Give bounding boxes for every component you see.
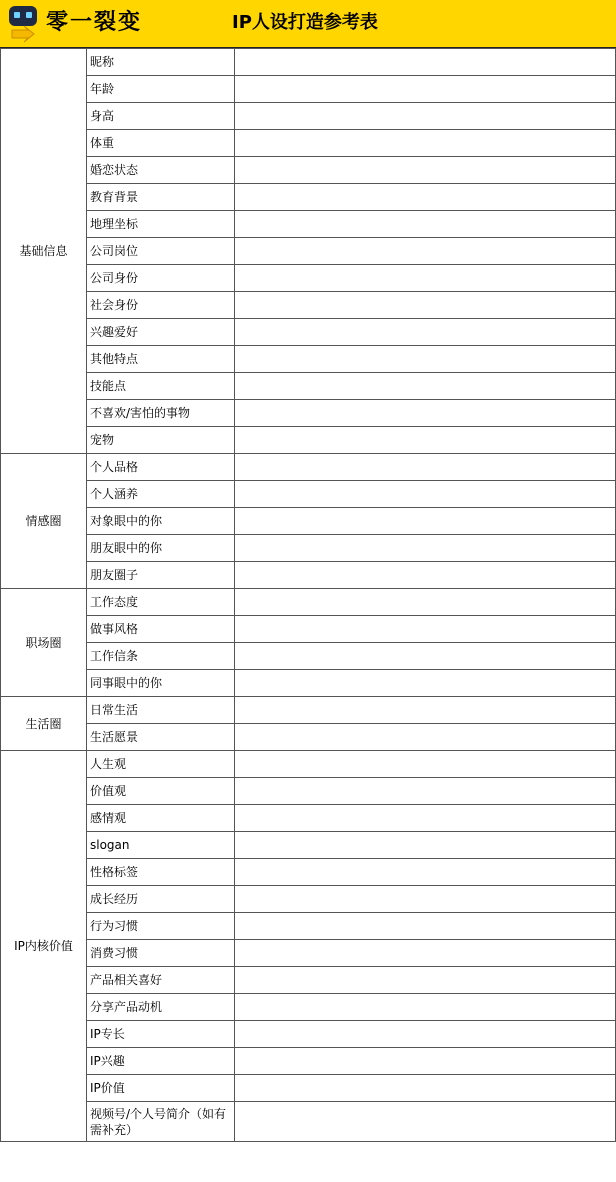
group-label: 情感圈 [1, 454, 87, 589]
table-row [1, 724, 616, 751]
value-cell[interactable] [235, 238, 616, 265]
field-label: 地理坐标 [87, 211, 235, 238]
value-cell[interactable] [235, 184, 616, 211]
field-label: 朋友圈子 [87, 562, 235, 589]
table-row [1, 454, 616, 481]
value-cell[interactable] [235, 967, 616, 994]
value-cell[interactable] [235, 562, 616, 589]
value-cell[interactable] [235, 1048, 616, 1075]
field-label: 消费习惯 [87, 940, 235, 967]
field-label: 行为习惯 [87, 913, 235, 940]
field-label: 教育背景 [87, 184, 235, 211]
field-label: 价值观 [87, 778, 235, 805]
value-cell[interactable] [235, 832, 616, 859]
field-label: 生活愿景 [87, 724, 235, 751]
value-cell[interactable] [235, 373, 616, 400]
field-label: 身高 [87, 103, 235, 130]
table-row [1, 697, 616, 724]
field-label: 个人涵养 [87, 481, 235, 508]
field-label: IP价值 [87, 1075, 235, 1102]
value-cell[interactable] [235, 751, 616, 778]
table-row [1, 130, 616, 157]
value-cell[interactable] [235, 670, 616, 697]
table-row [1, 589, 616, 616]
table-row [1, 751, 616, 778]
value-cell[interactable] [235, 643, 616, 670]
field-label: 工作态度 [87, 589, 235, 616]
value-cell[interactable] [235, 157, 616, 184]
field-label: 日常生活 [87, 697, 235, 724]
table-row [1, 265, 616, 292]
field-label: slogan [87, 832, 235, 859]
value-cell[interactable] [235, 1102, 616, 1142]
field-label: 公司身份 [87, 265, 235, 292]
group-label: 基础信息 [1, 49, 87, 454]
group-label: IP内核价值 [1, 751, 87, 1142]
table-row [1, 508, 616, 535]
table-row [1, 616, 616, 643]
table-row [1, 238, 616, 265]
table-row [1, 211, 616, 238]
table-row [1, 643, 616, 670]
value-cell[interactable] [235, 994, 616, 1021]
table-row [1, 1075, 616, 1102]
field-label: 感情观 [87, 805, 235, 832]
value-cell[interactable] [235, 346, 616, 373]
table-row [1, 1102, 616, 1142]
value-cell[interactable] [235, 778, 616, 805]
field-label: 不喜欢/害怕的事物 [87, 400, 235, 427]
field-label: 性格标签 [87, 859, 235, 886]
value-cell[interactable] [235, 913, 616, 940]
table-row [1, 1048, 616, 1075]
value-cell[interactable] [235, 616, 616, 643]
field-label: 成长经历 [87, 886, 235, 913]
table-row [1, 49, 616, 76]
table-row [1, 103, 616, 130]
value-cell[interactable] [235, 481, 616, 508]
value-cell[interactable] [235, 400, 616, 427]
table-row [1, 373, 616, 400]
table-row [1, 778, 616, 805]
value-cell[interactable] [235, 319, 616, 346]
brand-name: 零一裂变 [46, 10, 143, 35]
header-bar [0, 0, 616, 48]
table-row [1, 427, 616, 454]
group-label: 生活圈 [1, 697, 87, 751]
field-label: IP兴趣 [87, 1048, 235, 1075]
group-label: 职场圈 [1, 589, 87, 697]
table-row [1, 346, 616, 373]
table-row [1, 76, 616, 103]
value-cell[interactable] [235, 49, 616, 76]
field-label: 社会身份 [87, 292, 235, 319]
field-label: 昵称 [87, 49, 235, 76]
table-row [1, 184, 616, 211]
field-label: 其他特点 [87, 346, 235, 373]
value-cell[interactable] [235, 589, 616, 616]
field-label: 技能点 [87, 373, 235, 400]
field-label: 宠物 [87, 427, 235, 454]
value-cell[interactable] [235, 427, 616, 454]
table-row [1, 832, 616, 859]
table-row [1, 913, 616, 940]
value-cell[interactable] [235, 940, 616, 967]
field-label: 婚恋状态 [87, 157, 235, 184]
field-label: 产品相关喜好 [87, 967, 235, 994]
table-row [1, 157, 616, 184]
field-label: 同事眼中的你 [87, 670, 235, 697]
table-row [1, 481, 616, 508]
table-row [1, 535, 616, 562]
value-cell[interactable] [235, 886, 616, 913]
table-row [1, 292, 616, 319]
persona-table [0, 48, 616, 1142]
value-cell[interactable] [235, 697, 616, 724]
table-row [1, 805, 616, 832]
field-label: 人生观 [87, 751, 235, 778]
value-cell[interactable] [235, 724, 616, 751]
table-row [1, 1021, 616, 1048]
field-label: 对象眼中的你 [87, 508, 235, 535]
page-title: IP人设打造参考表 [232, 12, 378, 33]
value-cell[interactable] [235, 535, 616, 562]
value-cell[interactable] [235, 454, 616, 481]
value-cell[interactable] [235, 103, 616, 130]
value-cell[interactable] [235, 292, 616, 319]
field-label: 兴趣爱好 [87, 319, 235, 346]
value-cell[interactable] [235, 130, 616, 157]
field-label: 分享产品动机 [87, 994, 235, 1021]
table-row [1, 319, 616, 346]
value-cell[interactable] [235, 211, 616, 238]
robot-logo-icon [6, 4, 40, 44]
table-row [1, 967, 616, 994]
field-label: 年龄 [87, 76, 235, 103]
value-cell[interactable] [235, 1075, 616, 1102]
value-cell[interactable] [235, 76, 616, 103]
table-row [1, 886, 616, 913]
table-row [1, 562, 616, 589]
table-row [1, 994, 616, 1021]
table-row [1, 940, 616, 967]
table-row [1, 670, 616, 697]
field-label: 体重 [87, 130, 235, 157]
table-row [1, 859, 616, 886]
field-label: 视频号/个人号简介（如有需补充） [87, 1102, 235, 1142]
value-cell[interactable] [235, 508, 616, 535]
field-label: 工作信条 [87, 643, 235, 670]
value-cell[interactable] [235, 265, 616, 292]
field-label: 朋友眼中的你 [87, 535, 235, 562]
persona-table-body [1, 49, 616, 1142]
field-label: 公司岗位 [87, 238, 235, 265]
field-label: 个人品格 [87, 454, 235, 481]
value-cell[interactable] [235, 1021, 616, 1048]
field-label: IP专长 [87, 1021, 235, 1048]
table-row [1, 400, 616, 427]
field-label: 做事风格 [87, 616, 235, 643]
value-cell[interactable] [235, 805, 616, 832]
value-cell[interactable] [235, 859, 616, 886]
